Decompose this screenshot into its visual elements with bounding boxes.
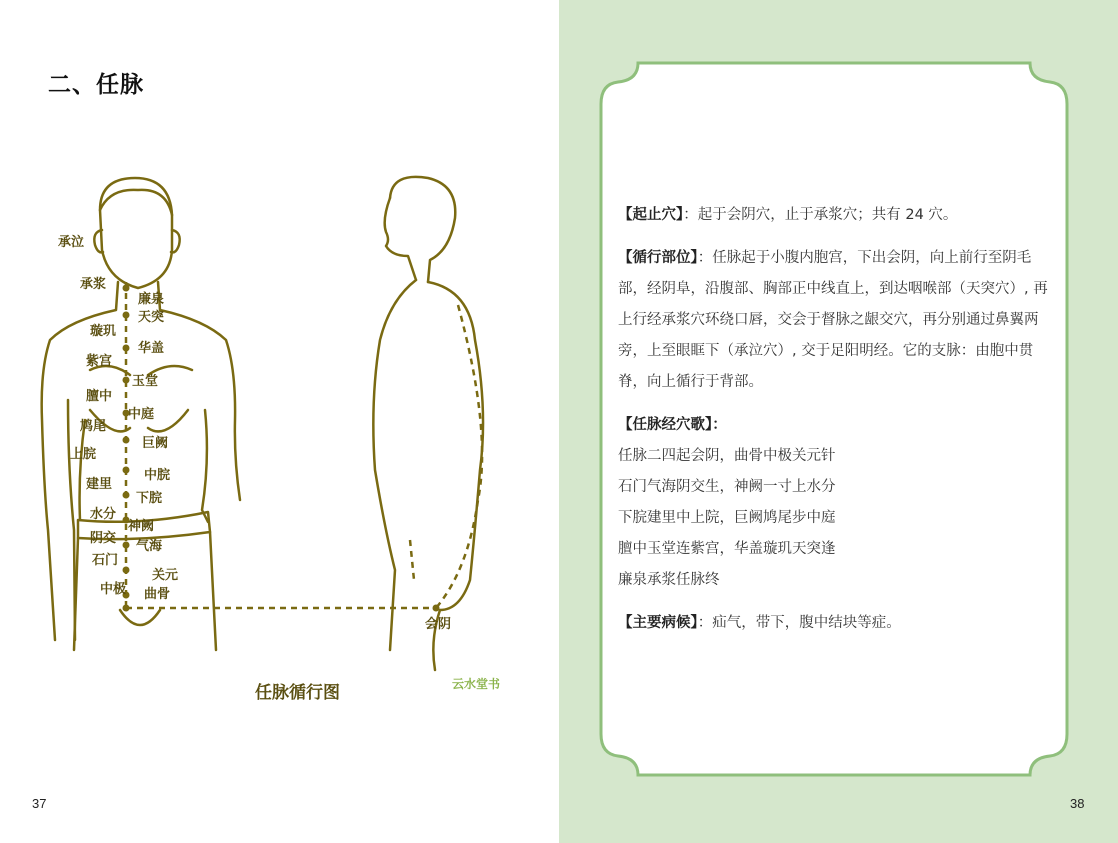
section-title: 二、任脉: [48, 72, 144, 98]
page-number: 37: [32, 796, 47, 811]
watermark: 云水堂书: [452, 677, 501, 691]
route-paragraph: [618, 243, 1058, 398]
point-label: 鸠尾: [80, 419, 107, 434]
start-end-heading: 【起止穴】: [618, 207, 684, 223]
song-line: 下脘建里中上院，巨阙鸠尾步中庭: [618, 510, 836, 526]
point-label: 上脘: [70, 447, 97, 462]
point-label: 中脘: [144, 468, 171, 483]
point-label: 承泣: [58, 235, 85, 250]
start-end-text: ：起于会阴穴，止于承浆穴；共有 24 穴。: [683, 207, 958, 223]
song-line: 廉泉承浆任脉终: [618, 572, 720, 588]
point-label: 承浆: [80, 277, 107, 292]
point-label: 阴交: [90, 531, 117, 546]
point-label: 神阙: [128, 519, 155, 534]
point-label: 巨阙: [142, 436, 169, 451]
point-label: 关元: [152, 568, 179, 583]
disease-heading: 【主要病候】: [618, 615, 698, 631]
figure-caption: 任脉循行图: [255, 683, 340, 703]
start-end-paragraph: [618, 200, 1058, 231]
point-label: 气海: [136, 539, 163, 554]
page-number: 38: [1070, 796, 1085, 811]
song-line: 膻中玉堂连紫宫，华盖璇玑天突逢: [618, 541, 836, 557]
route-text: ：任脉起于小腹内胞宫，下出会阴，向上前行至阴毛部，经阴阜，沿腹部、胸部正中线直上，到达咽喉部（天突穴）, 再上行经承浆穴环绕口唇，交会于督脉之龈交穴，再分别通过鼻翼两旁，上至眼眶下（承泣穴）, 交于足阳明经。它的支脉：由胞中贯脊，向上循行于背部。: [618, 250, 1048, 390]
point-label: 廉泉: [138, 292, 165, 307]
point-label: 天突: [138, 310, 165, 325]
song-line: 任脉二四起会阴，曲骨中极关元针: [618, 448, 836, 464]
point-label: 华盖: [138, 341, 165, 356]
disease-text: ：疝气，带下，腹中结块等症。: [697, 615, 901, 631]
disease-paragraph: [618, 608, 1058, 639]
point-label: 下脘: [136, 491, 163, 506]
meridian-figure: [30, 170, 550, 710]
point-label: 紫宫: [86, 354, 113, 369]
song-heading: 【任脉经穴歌】：: [618, 417, 727, 433]
point-label: 水分: [90, 507, 117, 522]
point-label: 曲骨: [144, 587, 171, 602]
point-label: 中极: [100, 582, 127, 597]
point-label: 膻中: [86, 389, 113, 404]
point-label: 玉堂: [132, 374, 159, 389]
point-label: 石门: [92, 553, 119, 568]
song-paragraph: [618, 410, 1058, 596]
point-label: 会阴: [425, 617, 452, 632]
point-label: 璇玑: [90, 324, 117, 339]
route-heading: 【循行部位】: [618, 250, 698, 266]
point-label: 中庭: [128, 407, 155, 422]
song-line: 石门气海阴交生，神阙一寸上水分: [618, 479, 836, 495]
point-label: 建里: [86, 477, 113, 492]
card-content: [618, 200, 1058, 651]
